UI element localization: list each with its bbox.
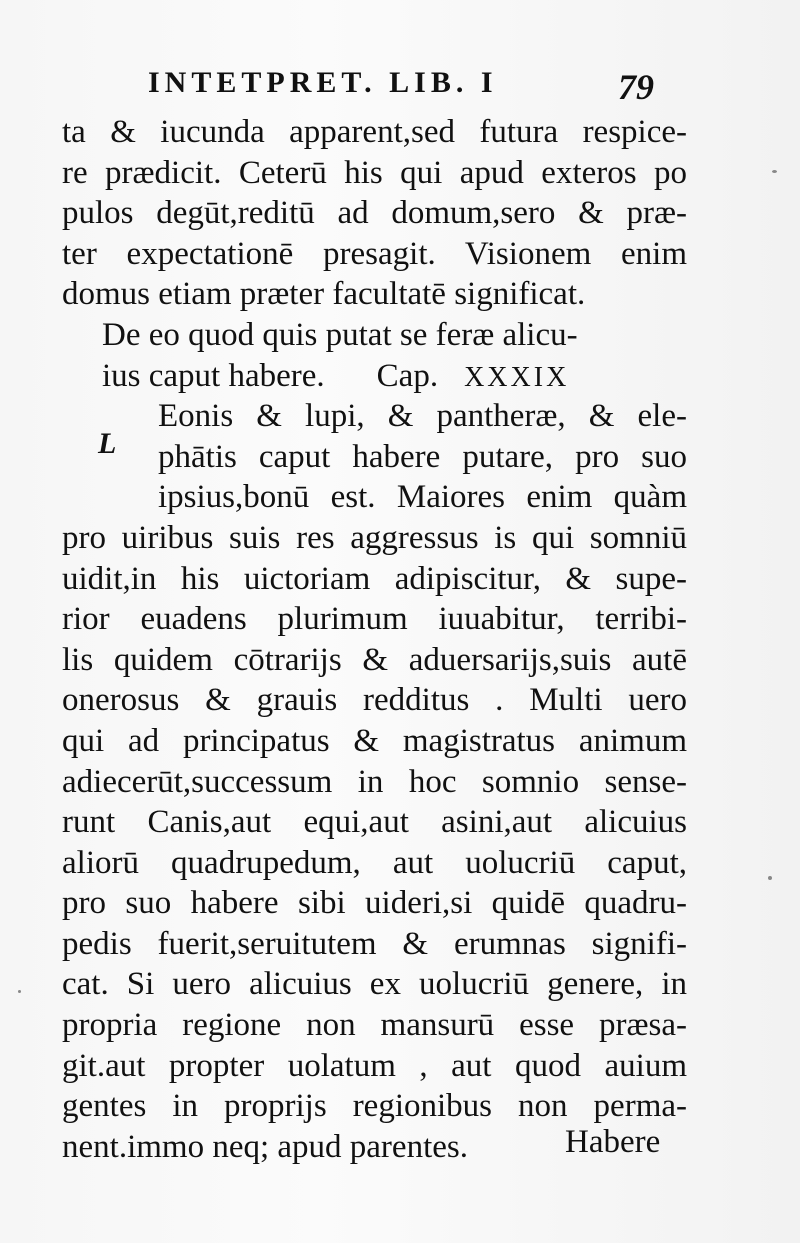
text-line: Eonis & lupi, & pantheræ, & ele- [158, 398, 687, 435]
text-line: git.aut propter uolatum , aut quod auium [62, 1047, 687, 1084]
drop-initial: L [98, 427, 117, 460]
running-title: INTETPRET. LIB. I [148, 66, 498, 99]
text-line: pro uiribus suis res aggressus is qui somniū [62, 519, 687, 556]
text-line: pedis fuerit,seruitutem & erumnas signifi- [62, 925, 687, 962]
text-line: aliorū quadrupedum, aut uolucriū caput, [62, 844, 687, 881]
body-text [62, 112, 687, 1167]
chapter-label: Cap. [376, 357, 439, 394]
chapter-heading-line-1: De eo quod quis putat se feræ alicu- [102, 316, 578, 353]
ink-speck [18, 990, 21, 993]
ink-speck [772, 170, 777, 173]
text-line: propria regione non mansurū esse præsa- [62, 1007, 687, 1044]
text-line: qui ad principatus & magistratus animum [62, 722, 687, 759]
text-line: ipsius,bonū est. Maiores enim quàm [158, 479, 687, 516]
page-header [148, 66, 688, 106]
catchword: Habere [565, 1124, 661, 1160]
text-line: runt Canis,aut equi,aut asini,aut alicuius [62, 804, 687, 841]
text-line: domus etiam præter facultatē significat. [62, 276, 586, 313]
text-line: uidit,in his uictoriam adipiscitur, & supe- [62, 560, 687, 597]
text-line: ta & iucunda apparent,sed futura respice- [62, 114, 687, 150]
chapter-heading-line-2 [62, 356, 687, 397]
chapter-number: XXXIX [464, 361, 570, 393]
text-line: gentes in proprijs regionibus non perma- [62, 1088, 687, 1125]
chapter-heading-text: ius caput habere. [102, 357, 325, 394]
text-line: nent.immo neq; apud parentes. [62, 1128, 468, 1165]
text-line: pulos degūt,reditū ad domum,sero & præ- [62, 195, 687, 232]
page-number: 79 [618, 67, 654, 107]
text-line: rior euadens plurimum iuuabitur, terribi- [62, 601, 687, 638]
text-line: cat. Si uero alicuius ex uolucriū genere, in [62, 966, 687, 1003]
text-line: adiecerūt,successum in hoc somnio sense- [62, 763, 687, 800]
text-line: lis quidem cōtrarijs & aduersarijs,suis autē [62, 641, 687, 678]
text-line: pro suo habere sibi uideri,si quidē quadru- [62, 885, 687, 922]
text-line: re prædicit. Ceterū his qui apud exteros po [62, 154, 687, 191]
text-line: phātis caput habere putare, pro suo [158, 438, 687, 475]
text-line: ter expectationē presagit. Visionem enim [62, 235, 687, 272]
text-line: onerosus & grauis redditus . Multi uero [62, 682, 687, 719]
ink-speck [768, 876, 772, 880]
